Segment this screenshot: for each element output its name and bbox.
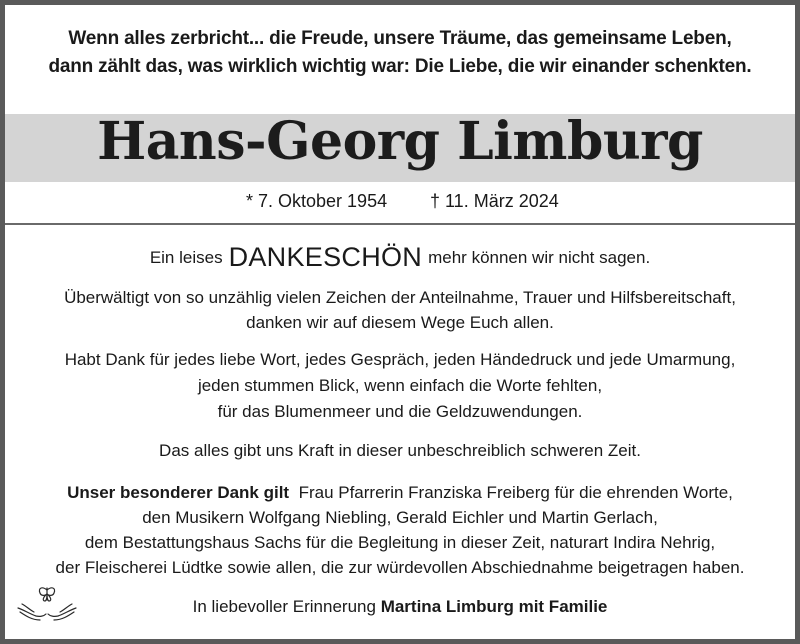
motto-line-1: Wenn alles zerbricht... die Freude, unsere Träume, das gemeinsame Leben, [68,28,732,49]
special-thanks-label: Unser besonderer Dank gilt [67,483,290,502]
intro-pre: Ein leises [149,248,223,267]
dankeschoen-heading: DANKESCHÖN [228,242,423,272]
thanks-intro [0,242,800,273]
divider [5,223,795,225]
p3-line: Das alles gibt uns Kraft in dieser unbeschreiblich schweren Zeit. [159,441,641,460]
death-date: † 11. März 2024 [430,191,559,211]
intro-post: mehr können wir nicht sagen. [428,248,651,267]
p2-line-2: jeden stummen Blick, wenn einfach die Worte fehlten, [197,376,603,395]
p4-line-2: dem Bestattungshaus Sachs für die Begleitung in dieser Zeit, naturart Indira Nehrig, [84,533,716,552]
p4-line-1: den Musikern Wolfgang Niebling, Gerald Eichler und Martin Gerlach, [142,508,658,527]
birth-date: * 7. Oktober 1954 [246,191,388,211]
signature-pre: In liebevoller Erinnerung [192,597,376,616]
motto-line-2: dann zählt das, was wirklich wichtig war: Die Liebe, die wir einander schenkten. [48,56,752,77]
p1-line-2: danken wir auf diesem Wege Euch allen. [246,313,554,332]
signature-line [0,597,800,617]
special-thanks-text: Frau Pfarrerin Franziska Freiberg für die ehrenden Worte, [298,483,733,502]
deceased-name: Hans-Georg Limburg [97,111,703,172]
p1-line-1: Überwältigt von so unzählig vielen Zeichen der Anteilnahme, Trauer und Hilfsbereitschaft, [64,288,736,307]
special-thanks-line [0,483,800,503]
p2-line-1: Habt Dank für jedes liebe Wort, jedes Gespräch, jeden Händedruck und jede Umarmung, [64,350,736,369]
p2-line-3: für das Blumenmeer und die Geldzuwendungen. [217,402,583,421]
signature-names: Martina Limburg mit Familie [380,597,608,616]
p4-line-3: der Fleischerei Lüdtke sowie allen, die zur würdevollen Abschiednahme beigetragen haben. [55,558,745,577]
